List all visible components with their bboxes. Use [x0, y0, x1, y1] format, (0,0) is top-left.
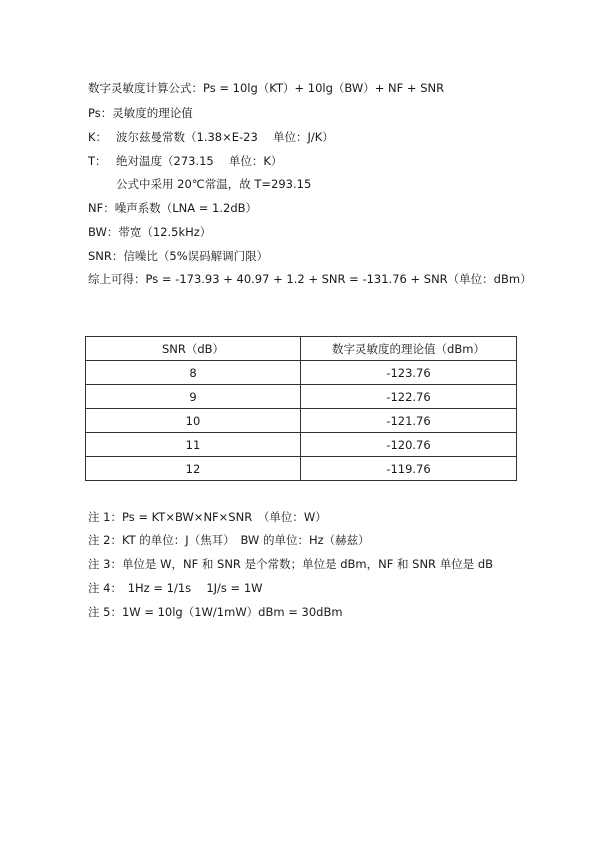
table-header-row — [86, 337, 517, 361]
t-label: T： — [88, 154, 107, 168]
summary-formula: 综上可得：Ps = -173.93 + 40.97 + 1.2 + SNR = -131.76 + SNR（单位：dBm） — [88, 272, 532, 286]
cell-snr: 10 — [86, 409, 301, 433]
formula-title: 数字灵敏度计算公式：Ps = 10lg（KT）+ 10lg（BW）+ NF + SNR — [88, 81, 445, 95]
cell-sensitivity: -122.76 — [301, 385, 517, 409]
table-row — [86, 409, 517, 433]
note-3: 注 3：单位是 W，NF 和 SNR 是个常数；单位是 dBm，NF 和 SNR 单位是 dB — [88, 557, 494, 571]
cell-snr: 9 — [86, 385, 301, 409]
k-definition — [88, 129, 334, 145]
table-row — [86, 361, 517, 385]
table-row — [86, 457, 517, 481]
cell-snr: 11 — [86, 433, 301, 457]
note-2: 注 2：KT 的单位：J（焦耳） BW 的单位：Hz（赫兹） — [88, 533, 370, 547]
t-text: 绝对温度（273.15 单位：K） — [116, 154, 283, 168]
table-row — [86, 385, 517, 409]
note-4: 注 4： 1Hz = 1/1s 1J/s = 1W — [88, 581, 263, 595]
cell-sensitivity: -123.76 — [301, 361, 517, 385]
cell-snr: 8 — [86, 361, 301, 385]
note-5: 注 5：1W = 10lg（1W/1mW）dBm = 30dBm — [88, 605, 343, 619]
sensitivity-table — [85, 336, 517, 481]
cell-sensitivity: -121.76 — [301, 409, 517, 433]
t-note: 公式中采用 20℃常温，故 T=293.15 — [116, 177, 312, 191]
cell-snr: 12 — [86, 457, 301, 481]
header-snr: SNR（dB） — [86, 337, 301, 361]
t-definition — [88, 153, 282, 169]
ps-definition: Ps：灵敏度的理论值 — [88, 106, 193, 120]
k-text: 波尔兹曼常数（1.38×E-23 单位：J/K） — [116, 130, 334, 144]
cell-sensitivity: -119.76 — [301, 457, 517, 481]
note-1: 注 1：Ps = KT×BW×NF×SNR （单位：W） — [88, 510, 327, 524]
nf-definition: NF：噪声系数（LNA = 1.2dB） — [88, 201, 258, 215]
k-label: K： — [88, 130, 108, 144]
cell-sensitivity: -120.76 — [301, 433, 517, 457]
table-row — [86, 433, 517, 457]
snr-definition: SNR：信噪比（5%误码解调门限） — [88, 249, 269, 263]
header-sensitivity: 数字灵敏度的理论值（dBm） — [301, 337, 517, 361]
bw-definition: BW：带宽（12.5kHz） — [88, 225, 212, 239]
